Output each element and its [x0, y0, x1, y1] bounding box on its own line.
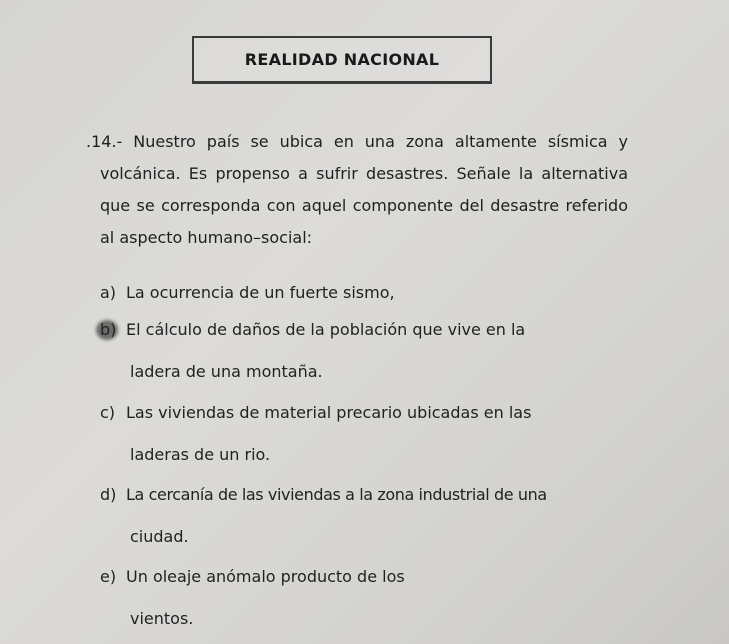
option-a[interactable] — [100, 276, 630, 310]
option-letter: b) — [100, 320, 117, 339]
question-number: .14.- — [86, 132, 123, 151]
option-b[interactable] — [100, 313, 630, 389]
option-letter: e) — [100, 567, 117, 586]
option-text: La ocurrencia de un fuerte sismo, — [126, 283, 395, 302]
option-letter: a) — [100, 283, 117, 302]
option-d[interactable] — [100, 478, 630, 554]
question-text — [86, 126, 628, 254]
option-text-continued: vientos. — [130, 609, 194, 628]
option-c[interactable] — [100, 396, 630, 472]
option-text: Un oleaje anómalo producto de los — [126, 567, 405, 586]
option-text-continued: ciudad. — [130, 527, 189, 546]
option-text: La cercanía de las viviendas a la zona industrial de una — [126, 485, 547, 504]
title-box — [192, 36, 492, 84]
option-e[interactable] — [100, 560, 630, 636]
question-body: Nuestro país se ubica en una zona altamente sísmica y volcánica. Es propenso a sufrir desastres. Señale la alternativa que se corresponda con aquel componente del desastre referido al aspecto humano–social: — [100, 132, 628, 247]
option-text: El cálculo de daños de la población que vive en la — [126, 320, 526, 339]
page-title: REALIDAD NACIONAL — [244, 50, 440, 69]
option-letter: c) — [100, 403, 116, 422]
option-text-continued: laderas de un rio. — [130, 445, 271, 464]
option-text: Las viviendas de material precario ubicadas en las — [126, 403, 532, 422]
option-letter: d) — [100, 485, 117, 504]
option-text-continued: ladera de una montaña. — [130, 362, 323, 381]
